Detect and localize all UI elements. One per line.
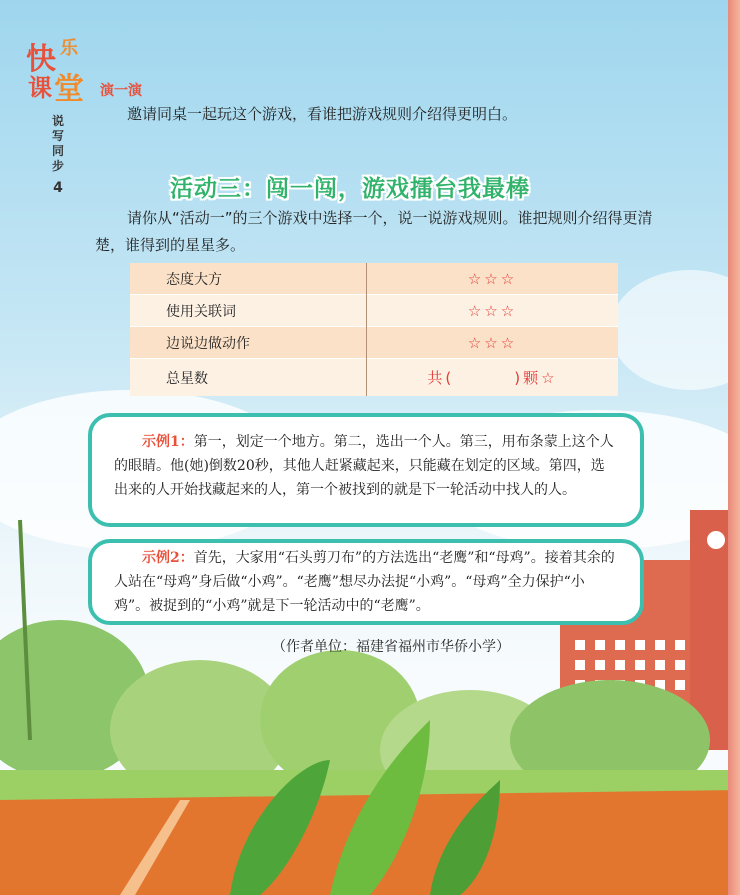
logo-char: 乐	[60, 38, 78, 59]
page-edge-stripe	[728, 0, 740, 895]
logo	[26, 34, 96, 114]
section-tag: 演一演	[100, 83, 142, 99]
stars-cell: ☆☆☆	[367, 295, 619, 327]
example-label: 示例1：	[142, 434, 194, 450]
page-number: 4	[53, 180, 63, 196]
table-row-total	[130, 359, 618, 397]
example-box-2	[88, 539, 644, 625]
total-suffix: )颗	[514, 369, 542, 387]
star-icon: ☆	[541, 369, 558, 387]
example-text: 首先，大家用“石头剪刀布”的方法选出“老鹰”和“母鸡”。接着其余的人站在“母鸡”身后做“小鸡”。“老鹰”想尽办法捉“小鸡”。“母鸡”全力保护“小鸡”。被捉到的“小鸡”就是下一轮活动中的“老鹰”。	[114, 550, 615, 614]
activity-title: 活动三：闯一闯，游戏擂台我最棒	[170, 176, 530, 202]
total-label: 总星数	[130, 359, 367, 397]
example-text: 第一，划定一个地方。第二，选出一个人。第三，用布条蒙上这个人的眼睛。他(她)倒数20秒，其他人赶紧藏起来，只能藏在划定的区域。第四，选出来的人开始找藏起来的人，第一个被找到的就是下一轮活动中找人的人。	[114, 434, 614, 498]
criterion-cell: 边说边做动作	[130, 327, 367, 359]
table-row	[130, 327, 618, 359]
criterion-cell: 使用关联词	[130, 295, 367, 327]
total-stars-cell	[367, 359, 619, 397]
example-box-1	[88, 413, 644, 527]
instruction-text: 请你从“活动一”的三个游戏中选择一个，说一说游戏规则。谁把规则介绍得更清楚，谁得到的星星多。	[95, 209, 653, 254]
logo-char: 课	[28, 73, 52, 102]
table-row	[130, 295, 618, 327]
score-table	[130, 263, 618, 396]
intro-text: 邀请同桌一起玩这个游戏，看谁把游戏规则介绍得更明白。	[127, 105, 518, 123]
total-prefix: 共(	[427, 369, 455, 387]
table-row	[130, 263, 618, 295]
example-label: 示例2：	[142, 550, 194, 566]
criterion-cell: 态度大方	[130, 263, 367, 295]
logo-char: 堂	[54, 72, 84, 107]
stars-cell: ☆☆☆	[367, 263, 619, 295]
side-label: 说写同步	[51, 114, 64, 173]
stars-cell: ☆☆☆	[367, 327, 619, 359]
logo-char: 快	[26, 42, 56, 77]
author-affiliation: （作者单位：福建省福州市华侨小学）	[272, 639, 510, 655]
